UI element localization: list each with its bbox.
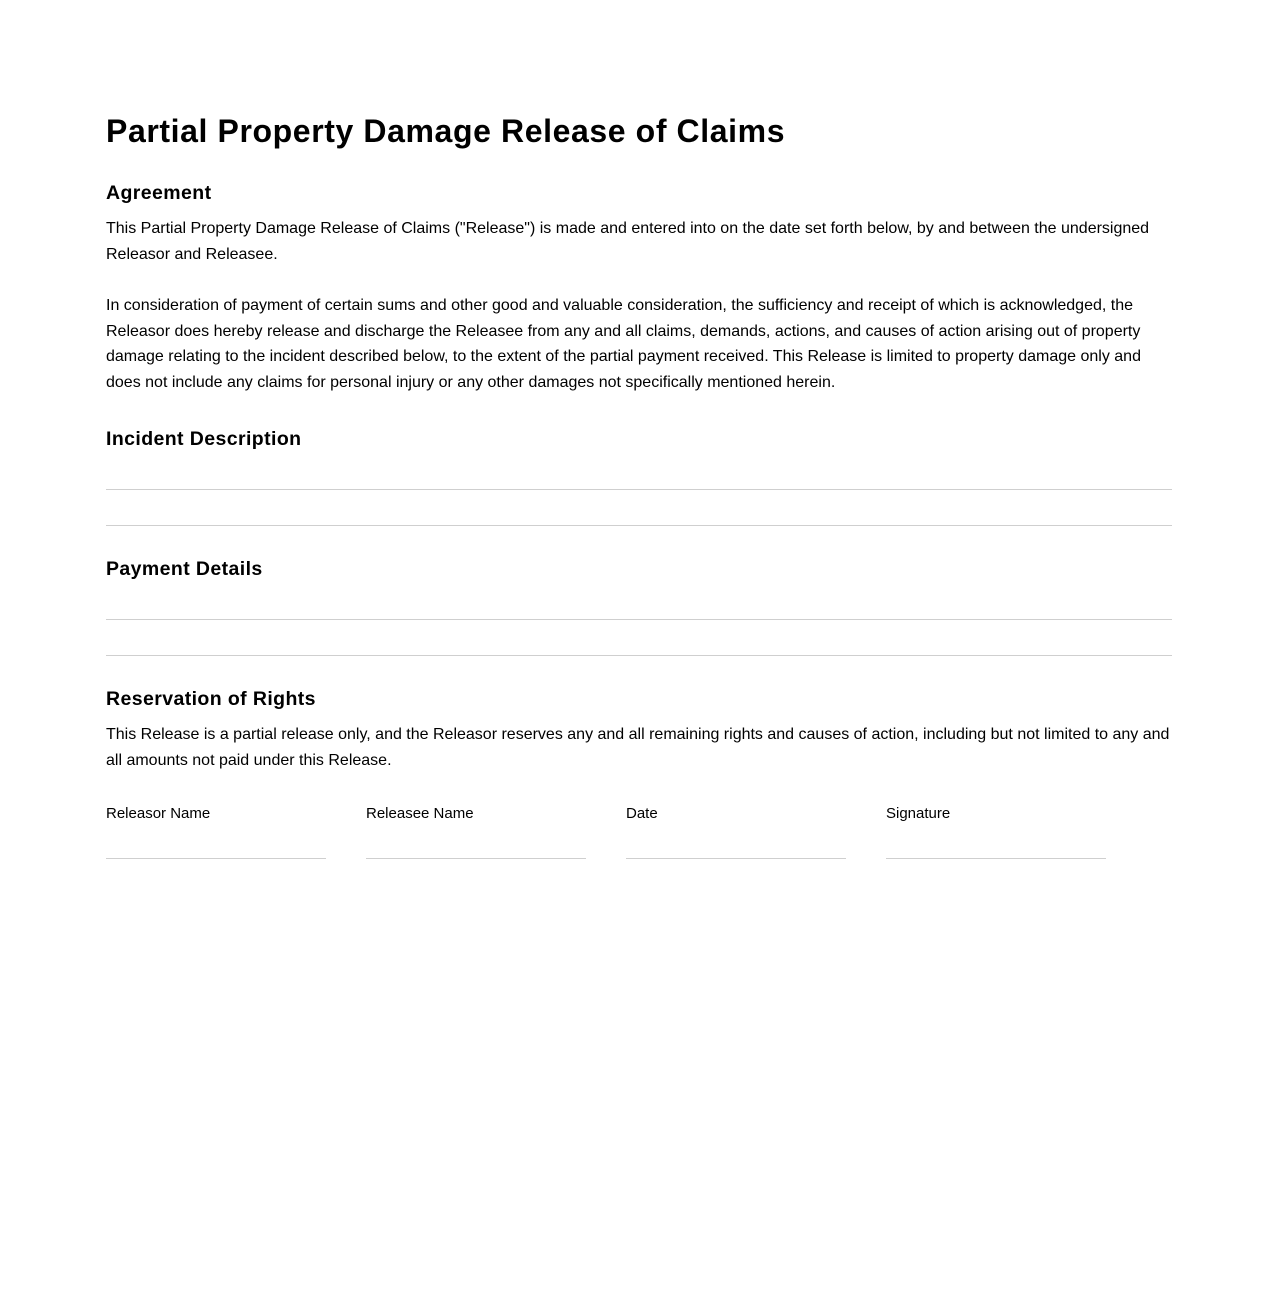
date-field [626,804,846,824]
releasor-name-line[interactable] [106,858,326,859]
signature-label: Signature [886,805,951,822]
signature-field [886,804,1106,824]
payment-line-2[interactable] [106,655,1172,656]
incident-line-1[interactable] [106,489,1172,490]
signature-line[interactable] [886,858,1106,859]
reservation-paragraph: This Release is a partial release only, and the Releasor reserves any and all remaining rights and causes of action, including but not limited to any and all amounts not paid under this Release. [106,726,1170,769]
incident-line-2[interactable] [106,525,1172,526]
releasee-name-field [366,804,586,824]
incident-heading: Incident Description [106,428,302,450]
releasee-name-label: Releasee Name [366,805,474,822]
payment-line-1[interactable] [106,619,1172,620]
releasor-name-field [106,804,326,824]
payment-heading: Payment Details [106,558,263,580]
releasor-name-label: Releasor Name [106,805,211,822]
agreement-paragraph-1: This Partial Property Damage Release of Claims ("Release") is made and entered into on the date set forth below, by and between the undersigned Releasor and Releasee. [106,220,1150,263]
reservation-heading: Reservation of Rights [106,688,316,710]
date-line[interactable] [626,858,846,859]
agreement-heading: Agreement [106,182,212,204]
document-title: Partial Property Damage Release of Claims [106,113,786,149]
releasee-name-line[interactable] [366,858,586,859]
date-label: Date [626,805,658,822]
agreement-paragraph-2: In consideration of payment of certain sums and other good and valuable consideration, the sufficiency and receipt of which is acknowledged, the Releasor does hereby release and discharge the Releasee from any and all claims, demands, actions, and causes of action arising out of property damage relating to the incident described below, to the extent of the partial payment received. This Release is limited to property damage only and does not include any claims for personal injury or any other damages not specifically mentioned herein. [106,297,1141,391]
